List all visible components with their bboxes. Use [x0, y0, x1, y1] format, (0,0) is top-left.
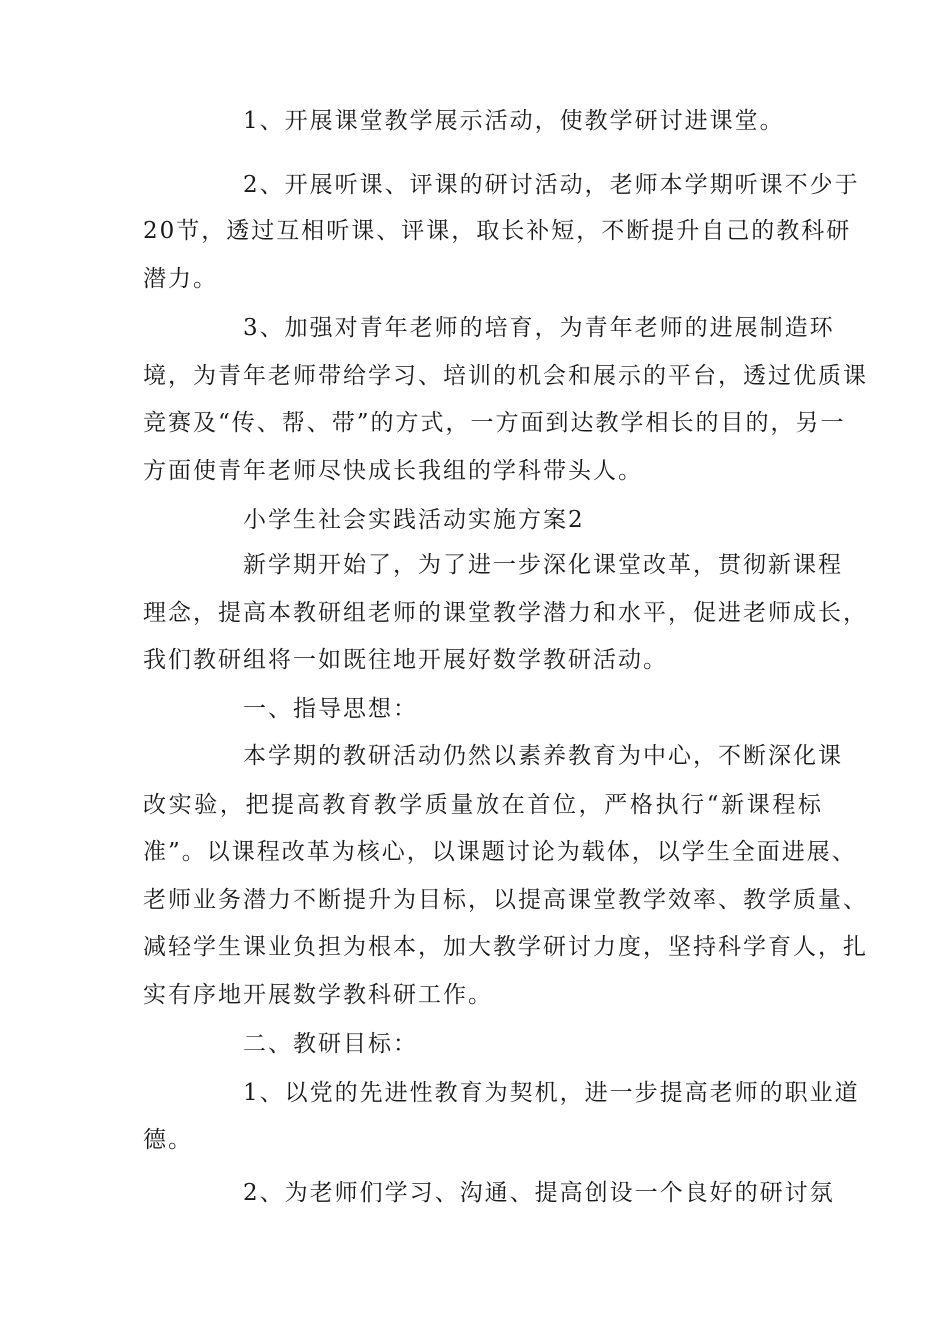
paragraph-line: 理念，提高本教研组老师的课堂教学潜力和水平，促进老师成长，	[143, 600, 868, 626]
paragraph-line: 20节，透过互相听课、评课，取长补短，不断提升自己的教科研	[143, 218, 852, 244]
paragraph-line: 潜力。	[143, 266, 218, 292]
paragraph-line: 新学期开始了，为了进一步深化课堂改革，贯彻新课程	[243, 552, 843, 578]
paragraph-line: 2、为老师们学习、沟通、提高创设一个良好的研讨氛	[243, 1180, 835, 1206]
paragraph-line: 德。	[143, 1127, 193, 1153]
paragraph-line: 境，为青年老师带给学习、培训的机会和展示的平台，透过优质课	[143, 363, 868, 389]
paragraph-line: 本学期的教研活动仍然以素养教育为中心，不断深化课	[243, 743, 843, 769]
paragraph-line: 方面使青年老师尽快成长我组的学科带头人。	[143, 458, 643, 484]
paragraph-line: 老师业务潜力不断提升为目标，以提高课堂教学效率、教学质量、	[143, 887, 868, 913]
paragraph-line: 改实验，把提高教育教学质量放在首位，严格执行“新课程标	[143, 792, 823, 818]
paragraph-line: 2、开展听课、评课的研讨活动，老师本学期听课不少于	[243, 172, 860, 198]
section-heading: 一、指导思想：	[243, 696, 418, 722]
paragraph-line: 我们教研组将一如既往地开展好数学教研活动。	[143, 647, 668, 673]
paragraph-line: 1、以党的先进性教育为契机，进一步提高老师的职业道	[243, 1080, 860, 1106]
paragraph-line: 3、加强对青年老师的培育，为青年老师的进展制造环	[243, 315, 835, 341]
paragraph-line: 准”。以课程改革为核心，以课题讨论为载体，以学生全面进展、	[143, 839, 857, 865]
paragraph-line: 实有序地开展数学教科研工作。	[143, 982, 493, 1008]
paragraph-line: 1、开展课堂教学展示活动，使教学研讨进课堂。	[243, 108, 785, 134]
section-heading: 二、教研目标：	[243, 1031, 418, 1057]
paragraph-line: 减轻学生课业负担为根本，加大教学研讨力度，坚持科学育人，扎	[143, 934, 868, 960]
section-title: 小学生社会实践活动实施方案2	[243, 507, 585, 533]
paragraph-line: 竞赛及“传、帮、带”的方式，一方面到达教学相长的目的，另一	[143, 410, 846, 436]
